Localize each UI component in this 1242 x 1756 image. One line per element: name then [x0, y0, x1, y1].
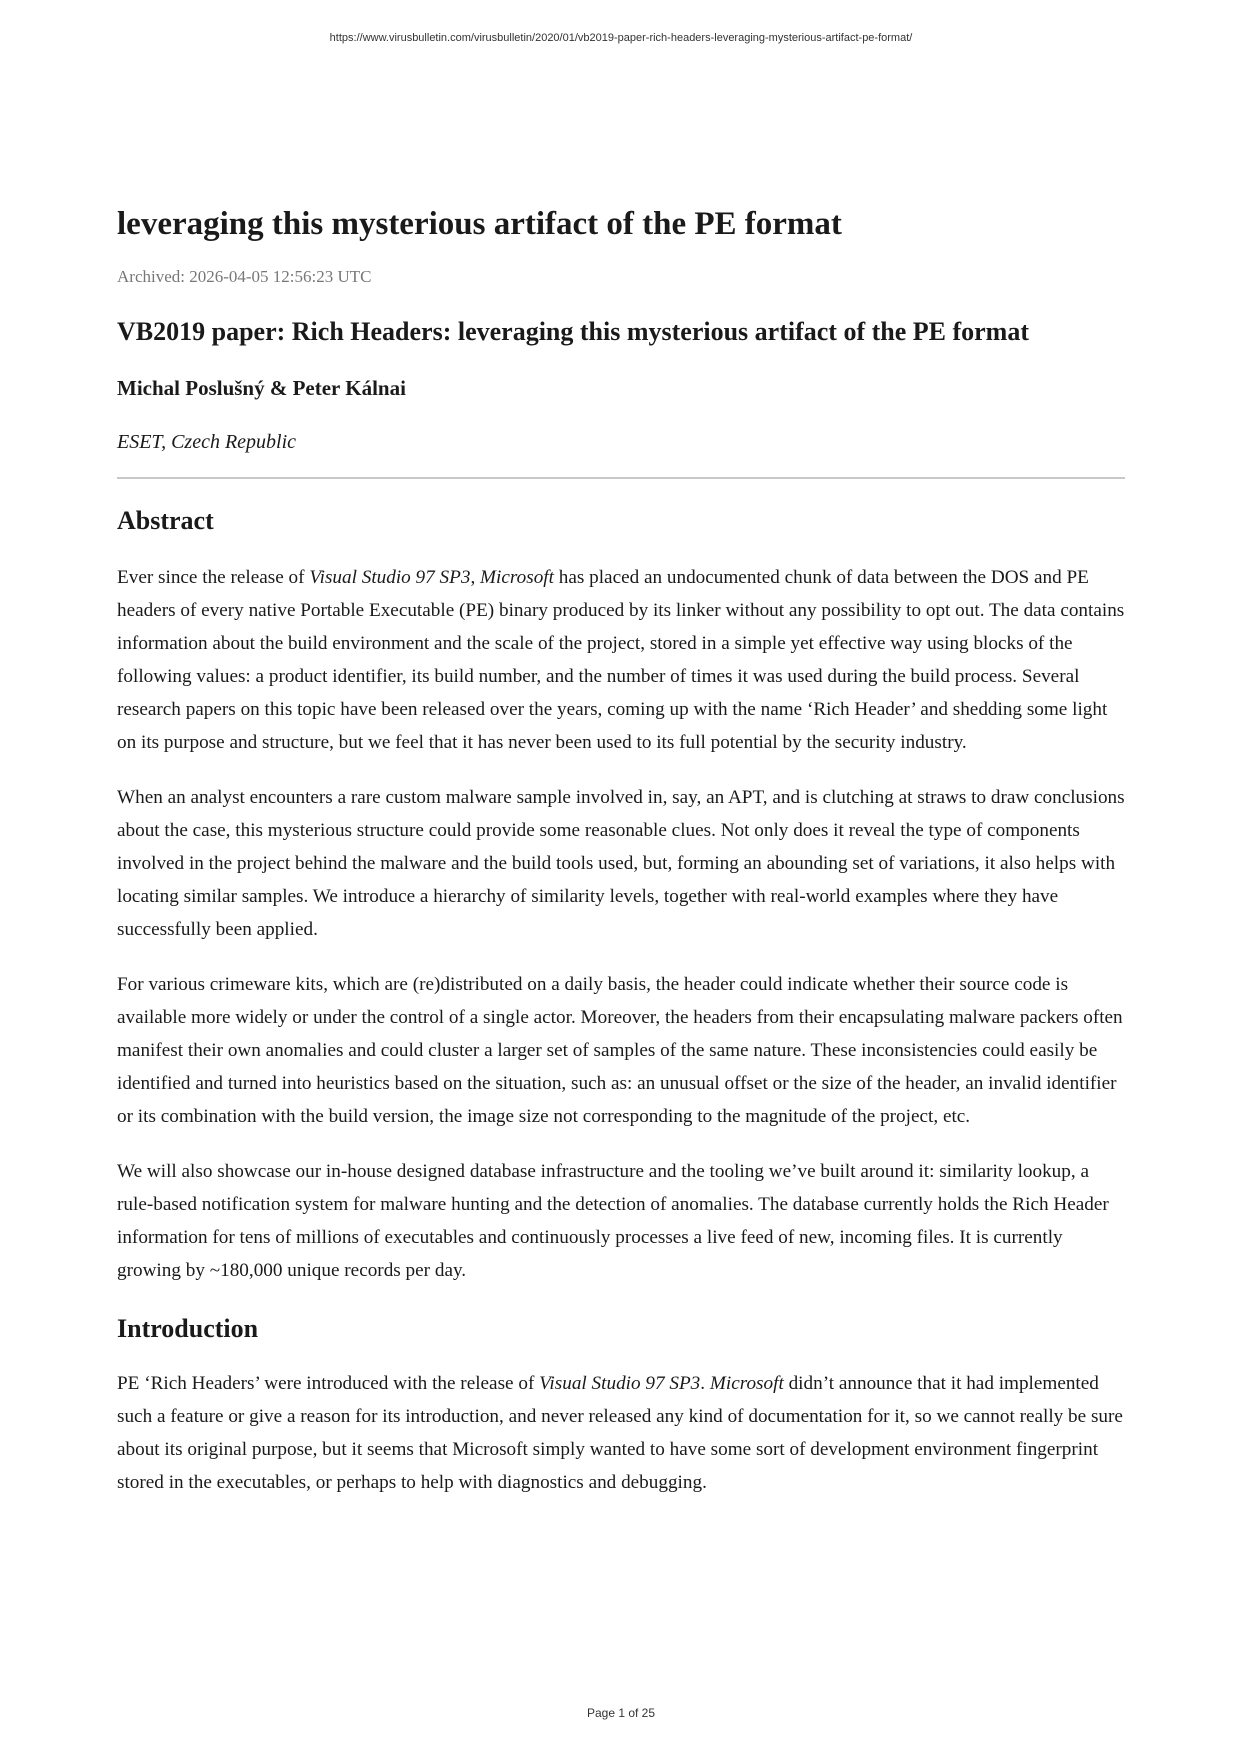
- article-title: VB2019 paper: Rich Headers: leveraging this mysterious artifact of the PE format: [117, 317, 1029, 346]
- divider: [117, 477, 1125, 479]
- source-url: https://www.virusbulletin.com/virusbulletin/2020/01/vb2019-paper-rich-headers-leveraging-mysterious-artifact-pe-format/: [329, 32, 913, 44]
- page-number: Page 1 of 25: [586, 1706, 656, 1720]
- page-title: leveraging this mysterious artifact of the PE format: [117, 206, 842, 242]
- introduction-heading: Introduction: [117, 1314, 259, 1343]
- abstract-paragraph-2: When an analyst encounters a rare custom malware sample involved in, say, an APT, and is clutching at straws to draw conclusions about the case, this mysterious structure could provide some reasonable clues. Not only does it reveal the type of components involved in the project behind the malware and the build tools used, but, forming an abounding set of variations, it also helps with locating similar samples. We introduce a hierarchy of similarity levels, together with real-world examples where they have successfully been applied.: [117, 787, 1125, 940]
- archived-timestamp: Archived: 2026-04-05 12:56:23 UTC: [117, 267, 372, 286]
- affiliation: ESET, Czech Republic: [117, 431, 297, 453]
- abstract-heading: Abstract: [117, 506, 214, 535]
- abstract-paragraph-4: We will also showcase our in-house designed database infrastructure and the tooling we’ve built around it: similarity lookup, a rule-based notification system for malware hunting and the detection of anomalies. The database currently holds the Rich Header information for tens of millions of executables and continuously processes a live feed of new, incoming files. It is currently growing by ~180,000 unique records per day.: [117, 1161, 1109, 1281]
- introduction-paragraph-1: PE ‘Rich Headers’ were introduced with the release of Visual Studio 97 SP3. Microsoft didn’t announce that it had implemented such a feature or give a reason for its introduction, and never released any kind of documentation for it, so we cannot really be sure about its original purpose, but it seems that Microsoft simply wanted to have some sort of development environment fingerprint stored in the executables, or perhaps to help with diagnostics and debugging.: [117, 1373, 1123, 1493]
- abstract-paragraph-3: For various crimeware kits, which are (re)distributed on a daily basis, the header could indicate whether their source code is available more widely or under the control of a single actor. Moreover, the headers from their encapsulating malware packers often manifest their own anomalies and could cluster a larger set of samples of the same nature. These inconsistencies could easily be identified and turned into heuristics based on the situation, such as: an unusual offset or the size of the header, an invalid identifier or its combination with the build version, the image size not corresponding to the magnitude of the project, etc.: [117, 974, 1123, 1127]
- document-body: [117, 204, 1125, 1499]
- abstract-paragraph-1: Ever since the release of Visual Studio 97 SP3, Microsoft has placed an undocumented chunk of data between the DOS and PE headers of every native Portable Executable (PE) binary produced by its linker without any possibility to opt out. The data contains information about the build environment and the scale of the project, stored in a simple yet effective way using blocks of the following values: a product identifier, its build number, and the number of times it was used during the build process. Several research papers on this topic have been released over the years, coming up with the name ‘Rich Header’ and shedding some light on its purpose and structure, but we feel that it has never been used to its full potential by the security industry.: [117, 567, 1125, 753]
- authors: Michal Poslušný & Peter Kálnai: [117, 376, 406, 400]
